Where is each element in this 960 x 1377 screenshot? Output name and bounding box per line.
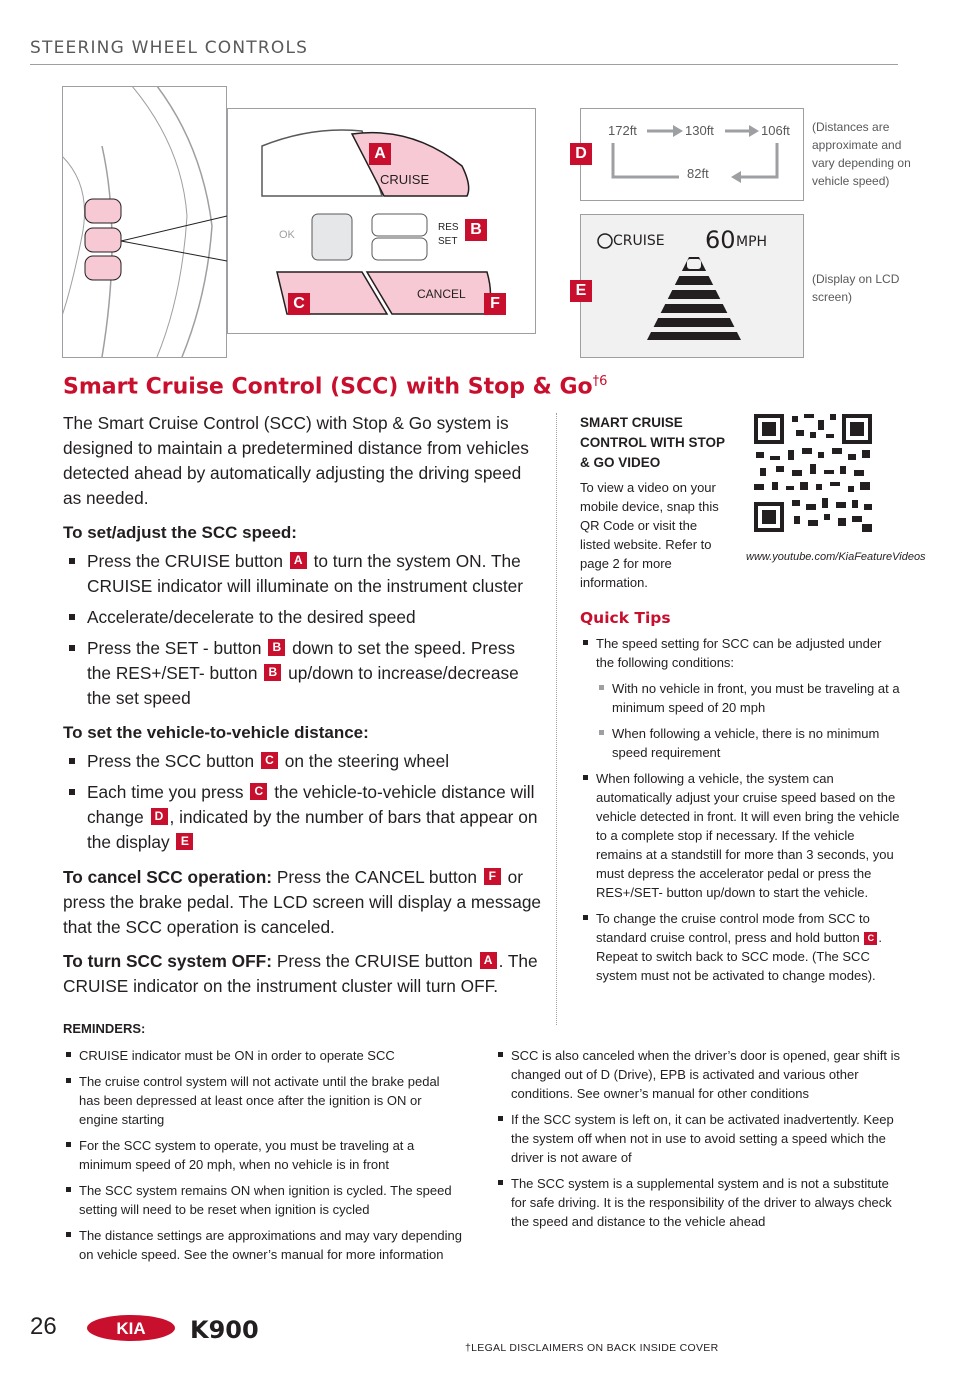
video-title: SMART CRUISE CONTROL WITH STOP & GO VIDEO [580, 415, 725, 470]
list-item: With no vehicle in front, you must be traveling at a minimum speed of 20 mph [596, 679, 900, 717]
badge-f: F [484, 868, 501, 885]
badge-b: B [264, 664, 281, 681]
lcd-speed: 60 [705, 226, 736, 254]
list-item [63, 749, 543, 774]
list-item: The speed setting for SCC can be adjusted under the following conditions: [580, 634, 900, 672]
qr-code[interactable] [752, 412, 874, 534]
text: up/down to increase/decrease the set speed [87, 663, 519, 708]
callout-a: A [369, 143, 391, 165]
distance-172: 172ft [608, 123, 637, 138]
list-item [580, 909, 900, 985]
list-item: The distance settings are approximations and may vary depending on vehicle speed. See the owner’s manual for more information [63, 1226, 463, 1264]
text: the vehicle-to-vehicle distance will change [87, 782, 535, 827]
logo-model: K900 [190, 1316, 259, 1343]
text: To change the cruise control mode from SCC to standard cruise control, press and hold button [596, 911, 870, 945]
lcd-unit: MPH [736, 234, 768, 250]
text: , indicated by the number of bars that appear on the display [87, 807, 538, 852]
lcd-note: (Display on LCD screen) [812, 272, 900, 304]
video-text: To view a video on your mobile device, snap this QR Code or visit the listed website. Refer to page 2 for more information. [580, 480, 719, 590]
distance-arrows [581, 109, 803, 200]
distance-panel [580, 108, 804, 201]
text: Press the SCC button [87, 751, 255, 771]
quick-tips-title: Quick Tips [580, 609, 671, 627]
text: Each time you press [87, 782, 244, 802]
text: to turn the system ON. The CRUISE indicator will illuminate on the instrument cluster [87, 551, 524, 596]
main-column [63, 411, 543, 1008]
badge-c: C [261, 752, 278, 769]
text: down to set the speed. Press the RES+/SET- button [87, 638, 515, 683]
cancel-heading: To cancel SCC operation: [63, 867, 273, 887]
callout-e: E [570, 280, 592, 302]
badge-b: B [268, 639, 285, 656]
kia-k900-logo [84, 1313, 294, 1343]
badge-c: C [864, 932, 877, 945]
list-item [63, 549, 543, 599]
set-adjust-heading: To set/adjust the SCC speed: [63, 523, 297, 542]
text: . The CRUISE indicator on the instrument cluster will turn OFF. [63, 951, 538, 996]
text: Press the CRUISE button [87, 551, 283, 571]
title-sup: †6 [592, 374, 608, 389]
logo-brand: KIA [116, 1319, 146, 1338]
column-divider [556, 413, 557, 1025]
text: . Repeat to switch back to SCC mode. (The SCC system must not be activated to change modes). [596, 930, 883, 983]
cancel-paragraph [63, 865, 543, 940]
badge-c: C [250, 783, 267, 800]
reminders-list-left [63, 1046, 463, 1271]
list-item: Accelerate/decelerate to the desired speed [63, 605, 543, 630]
list-item [63, 636, 543, 711]
distance-heading: To set the vehicle-to-vehicle distance: [63, 723, 369, 742]
reminders-title: REMINDERS: [63, 1021, 146, 1036]
text: Press the CANCEL button [276, 867, 477, 887]
video-url-link[interactable]: www.youtube.com/KiaFeatureVideos [746, 551, 926, 563]
title-text: Smart Cruise Control (SCC) with Stop & Go [63, 374, 593, 400]
distance-130: 130ft [685, 123, 714, 138]
callout-d: D [570, 143, 592, 165]
section-header: STEERING WHEEL CONTROLS [30, 38, 309, 58]
badge-d: D [151, 808, 168, 825]
lcd-panel [580, 214, 804, 358]
distance-note: (Distances are approximate and vary depending on vehicle speed) [812, 120, 911, 188]
list-item: The SCC system is a supplemental system and is not a substitute for safe driving. It is the responsibility of the driver to always check the speed and distance to the vehicle ahead [495, 1174, 905, 1231]
intro-paragraph: The Smart Cruise Control (SCC) with Stop & Go system is designed to maintain a predetermined distance from vehicles detected ahead by automatically adjusting the driving speed as needed. [63, 413, 529, 508]
off-heading: To turn SCC system OFF: [63, 951, 272, 971]
list-item: CRUISE indicator must be ON in order to operate SCC [63, 1046, 463, 1065]
legal-disclaimer: †LEGAL DISCLAIMERS ON BACK INSIDE COVER [465, 1342, 719, 1354]
list-item: When following a vehicle, the system can automatically adjust your cruise speed based on the vehicle detected in front. It will even bring the vehicle to a complete stop if necessary. If the vehicle remains at a standstill for more than 3 seconds, you must depress the accelerator pedal or press the RES+/SET- button up/down to start the vehicle. [580, 769, 900, 902]
badge-a: A [290, 552, 307, 569]
lcd-bars [581, 215, 803, 357]
callout-b: B [465, 219, 487, 241]
ok-label: OK [279, 229, 295, 241]
header-rule [30, 64, 898, 65]
list-item: The SCC system remains ON when ignition is cycled. The speed setting will need to be reset when ignition is cycled [63, 1181, 463, 1219]
text: or press the brake pedal. The LCD screen will display a message that the SCC operation is canceled. [63, 867, 542, 937]
list-item: For the SCC system to operate, you must be traveling at a minimum speed of 20 mph, when no vehicle is in front [63, 1136, 463, 1174]
page-number: 26 [30, 1313, 57, 1340]
list-item: SCC is also canceled when the driver’s door is opened, gear shift is changed out of D (Drive), EPB is activated and various other conditions. See owner’s manual for other conditions [495, 1046, 905, 1103]
list-item [63, 780, 543, 855]
distance-82: 82ft [687, 166, 709, 181]
callout-c: C [288, 293, 310, 315]
list-item: The cruise control system will not activate until the brake pedal has been depressed at least once after the ignition is ON or engine starting [63, 1072, 463, 1129]
text: on the steering wheel [284, 751, 450, 771]
cancel-button-label: CANCEL [417, 287, 466, 301]
badge-a: A [480, 952, 497, 969]
callout-f: F [484, 293, 506, 315]
set-label: SET [438, 236, 458, 247]
quick-tips-list [580, 634, 900, 992]
distance-106: 106ft [761, 123, 790, 138]
lcd-cruise-label: CRUISE [613, 233, 665, 249]
section-title [63, 374, 607, 399]
list-item: When following a vehicle, there is no minimum speed requirement [596, 724, 900, 762]
badge-e: E [176, 833, 193, 850]
list-item: If the SCC system is left on, it can be activated inadvertently. Keep the system off when not in use to avoid setting a speed which the driver is not aware of [495, 1110, 905, 1167]
text: Press the CRUISE button [276, 951, 473, 971]
text: Press the SET - button [87, 638, 262, 658]
res-label: RES [438, 222, 459, 233]
cruise-button-label: CRUISE [380, 172, 430, 187]
reminders-list-right [495, 1046, 905, 1238]
off-paragraph [63, 949, 543, 999]
